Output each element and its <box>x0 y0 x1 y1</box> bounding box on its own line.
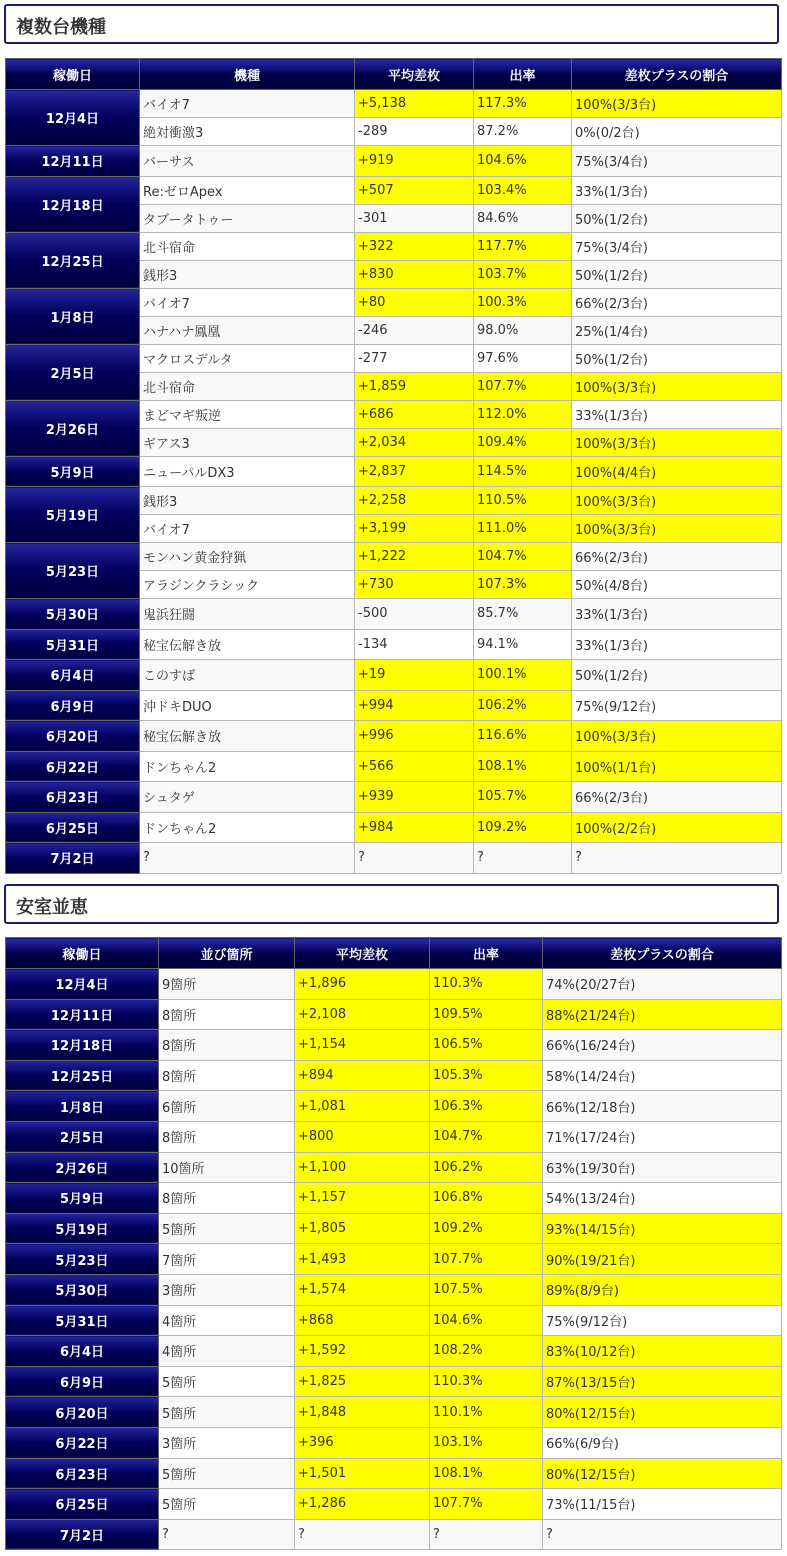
avg-diff-cell: +2,034 <box>355 428 474 456</box>
table-row <box>6 629 782 660</box>
plus-ratio-cell: 80%(12/15台) <box>543 1458 782 1489</box>
date-cell: 12月11日 <box>6 146 140 177</box>
avg-diff-cell: +730 <box>355 571 474 599</box>
payout-rate-cell: 109.2% <box>430 1213 543 1244</box>
payout-rate-cell: 109.2% <box>474 812 572 843</box>
payout-rate-cell: 104.7% <box>474 543 572 571</box>
avg-diff-cell: +686 <box>355 400 474 428</box>
model-cell: アラジンクラシック <box>140 571 355 599</box>
payout-rate-cell: 117.3% <box>474 90 572 118</box>
payout-rate-cell: 97.6% <box>474 344 572 372</box>
spots-cell: 5箇所 <box>159 1366 295 1397</box>
plus-ratio-cell: 100%(4/4台) <box>572 456 782 487</box>
avg-diff-cell: -277 <box>355 344 474 372</box>
header-avg-diff: 平均差枚 <box>295 938 430 969</box>
header-date: 稼働日 <box>6 938 159 969</box>
date-cell: 6月9日 <box>6 690 140 721</box>
plus-ratio-cell: 75%(3/4台) <box>572 146 782 177</box>
model-cell: 秘宝伝解き放 <box>140 629 355 660</box>
plus-ratio-cell: 75%(9/12台) <box>543 1305 782 1336</box>
date-cell: 5月9日 <box>6 1183 159 1214</box>
payout-rate-cell: 104.7% <box>430 1121 543 1152</box>
avg-diff-cell: +1,222 <box>355 543 474 571</box>
date-cell: 6月20日 <box>6 1397 159 1428</box>
plus-ratio-cell: ? <box>543 1519 782 1550</box>
plus-ratio-cell: 75%(3/4台) <box>572 232 782 260</box>
spots-cell: 4箇所 <box>159 1336 295 1367</box>
spots-cell: 5箇所 <box>159 1489 295 1520</box>
avg-diff-cell: +1,501 <box>295 1458 430 1489</box>
header-plus-ratio: 差枚プラスの割合 <box>572 59 782 90</box>
avg-diff-cell: +2,108 <box>295 999 430 1030</box>
spots-cell: 3箇所 <box>159 1274 295 1305</box>
date-cell: 2月5日 <box>6 344 140 400</box>
payout-rate-cell: 108.1% <box>474 751 572 782</box>
spots-cell: 8箇所 <box>159 999 295 1030</box>
plus-ratio-cell: 75%(9/12台) <box>572 690 782 721</box>
table-row <box>6 1121 782 1152</box>
avg-diff-cell: +919 <box>355 146 474 177</box>
table-row <box>6 1060 782 1091</box>
model-cell: 北斗宿命 <box>140 372 355 400</box>
plus-ratio-cell: 58%(14/24台) <box>543 1060 782 1091</box>
table-row <box>6 487 782 515</box>
plus-ratio-cell: 33%(1/3台) <box>572 176 782 204</box>
spots-cell: 4箇所 <box>159 1305 295 1336</box>
table-header-row <box>6 938 782 969</box>
header-date: 稼働日 <box>6 59 140 90</box>
avg-diff-cell: +2,258 <box>355 487 474 515</box>
plus-ratio-cell: 50%(1/2台) <box>572 660 782 691</box>
table-header-row <box>6 59 782 90</box>
avg-diff-cell: +1,154 <box>295 1030 430 1061</box>
date-cell: 2月26日 <box>6 400 140 456</box>
date-cell: 5月30日 <box>6 599 140 630</box>
plus-ratio-cell: 63%(19/30台) <box>543 1152 782 1183</box>
avg-diff-cell: +994 <box>355 690 474 721</box>
payout-rate-cell: 105.7% <box>474 782 572 813</box>
plus-ratio-cell: 50%(1/2台) <box>572 260 782 288</box>
payout-rate-cell: 105.3% <box>430 1060 543 1091</box>
model-cell: モンハン黄金狩猟 <box>140 543 355 571</box>
table-row <box>6 721 782 752</box>
date-cell: 5月31日 <box>6 1305 159 1336</box>
avg-diff-cell: -500 <box>355 599 474 630</box>
table-row <box>6 812 782 843</box>
header-model: 機種 <box>140 59 355 90</box>
plus-ratio-cell: 90%(19/21台) <box>543 1244 782 1275</box>
date-cell: 1月8日 <box>6 1091 159 1122</box>
table-row <box>6 690 782 721</box>
model-cell: このすば <box>140 660 355 691</box>
model-cell: 銭形3 <box>140 260 355 288</box>
avg-diff-cell: ? <box>295 1519 430 1550</box>
model-cell: ドンちゃん2 <box>140 751 355 782</box>
table-row <box>6 660 782 691</box>
payout-rate-cell: 103.7% <box>474 260 572 288</box>
payout-rate-cell: 106.2% <box>474 690 572 721</box>
avg-diff-cell: +2,837 <box>355 456 474 487</box>
plus-ratio-cell: 33%(1/3台) <box>572 599 782 630</box>
payout-rate-cell: 108.2% <box>430 1336 543 1367</box>
spots-cell: 7箇所 <box>159 1244 295 1275</box>
payout-rate-cell: 109.5% <box>430 999 543 1030</box>
date-cell: 2月26日 <box>6 1152 159 1183</box>
model-cell: ニューパルDX3 <box>140 456 355 487</box>
date-cell: 7月2日 <box>6 1519 159 1550</box>
table-row <box>6 344 782 372</box>
date-cell: 5月30日 <box>6 1274 159 1305</box>
avg-diff-cell: -301 <box>355 204 474 232</box>
plus-ratio-cell: 93%(14/15台) <box>543 1213 782 1244</box>
date-cell: 5月31日 <box>6 629 140 660</box>
plus-ratio-cell: 0%(0/2台) <box>572 118 782 146</box>
avg-diff-cell: -134 <box>355 629 474 660</box>
date-cell: 5月23日 <box>6 543 140 599</box>
model-cell: タブータトゥー <box>140 204 355 232</box>
date-cell: 12月25日 <box>6 232 140 288</box>
table-row <box>6 599 782 630</box>
avg-diff-cell: -289 <box>355 118 474 146</box>
header-avg-diff: 平均差枚 <box>355 59 474 90</box>
table-row <box>6 969 782 1000</box>
model-cell: ? <box>140 843 355 874</box>
avg-diff-cell: +1,805 <box>295 1213 430 1244</box>
avg-diff-cell: +1,592 <box>295 1336 430 1367</box>
plus-ratio-cell: 50%(4/8台) <box>572 571 782 599</box>
date-cell: 2月5日 <box>6 1121 159 1152</box>
date-cell: 12月18日 <box>6 1030 159 1061</box>
date-cell: 6月25日 <box>6 812 140 843</box>
spots-cell: 8箇所 <box>159 1030 295 1061</box>
avg-diff-cell: +80 <box>355 288 474 316</box>
table-row <box>6 1274 782 1305</box>
date-cell: 5月19日 <box>6 487 140 543</box>
avg-diff-cell: +1,100 <box>295 1152 430 1183</box>
spots-cell: 8箇所 <box>159 1060 295 1091</box>
date-cell: 6月23日 <box>6 1458 159 1489</box>
plus-ratio-cell: 100%(3/3台) <box>572 372 782 400</box>
payout-rate-cell: 103.1% <box>430 1427 543 1458</box>
date-cell: 1月8日 <box>6 288 140 344</box>
payout-rate-cell: 114.5% <box>474 456 572 487</box>
payout-rate-cell: 116.6% <box>474 721 572 752</box>
avg-diff-cell: +984 <box>355 812 474 843</box>
payout-rate-cell: 117.7% <box>474 232 572 260</box>
payout-rate-cell: ? <box>474 843 572 874</box>
avg-diff-cell: +1,493 <box>295 1244 430 1275</box>
payout-rate-cell: 106.2% <box>430 1152 543 1183</box>
plus-ratio-cell: 74%(20/27台) <box>543 969 782 1000</box>
date-cell: 6月4日 <box>6 1336 159 1367</box>
lineup-table <box>5 937 782 1550</box>
date-cell: 12月4日 <box>6 90 140 146</box>
model-cell: 沖ドキDUO <box>140 690 355 721</box>
table-row <box>6 1244 782 1275</box>
payout-rate-cell: 100.1% <box>474 660 572 691</box>
spots-cell: 6箇所 <box>159 1091 295 1122</box>
table-row <box>6 1091 782 1122</box>
model-cell: 北斗宿命 <box>140 232 355 260</box>
avg-diff-cell: +830 <box>355 260 474 288</box>
payout-rate-cell: 106.5% <box>430 1030 543 1061</box>
payout-rate-cell: 107.3% <box>474 571 572 599</box>
payout-rate-cell: 103.4% <box>474 176 572 204</box>
payout-rate-cell: 85.7% <box>474 599 572 630</box>
table-row <box>6 1519 782 1550</box>
plus-ratio-cell: 88%(21/24台) <box>543 999 782 1030</box>
model-cell: バイオ7 <box>140 288 355 316</box>
model-cell: まどマギ叛逆 <box>140 400 355 428</box>
date-cell: 5月23日 <box>6 1244 159 1275</box>
table-row <box>6 1397 782 1428</box>
model-cell: シュタゲ <box>140 782 355 813</box>
spots-cell: ? <box>159 1519 295 1550</box>
section2-title-box <box>4 884 779 924</box>
avg-diff-cell: +19 <box>355 660 474 691</box>
plus-ratio-cell: 100%(3/3台) <box>572 515 782 543</box>
payout-rate-cell: 84.6% <box>474 204 572 232</box>
payout-rate-cell: 107.7% <box>430 1489 543 1520</box>
payout-rate-cell: 106.3% <box>430 1091 543 1122</box>
plus-ratio-cell: 100%(3/3台) <box>572 721 782 752</box>
model-cell: ドンちゃん2 <box>140 812 355 843</box>
payout-rate-cell: 111.0% <box>474 515 572 543</box>
table-row <box>6 176 782 204</box>
avg-diff-cell: +322 <box>355 232 474 260</box>
plus-ratio-cell: 54%(13/24台) <box>543 1183 782 1214</box>
table-row <box>6 400 782 428</box>
date-cell: 6月23日 <box>6 782 140 813</box>
table-row <box>6 1030 782 1061</box>
payout-rate-cell: 106.8% <box>430 1183 543 1214</box>
payout-rate-cell: ? <box>430 1519 543 1550</box>
plus-ratio-cell: 25%(1/4台) <box>572 316 782 344</box>
avg-diff-cell: +566 <box>355 751 474 782</box>
plus-ratio-cell: 100%(3/3台) <box>572 428 782 456</box>
model-cell: 秘宝伝解き放 <box>140 721 355 752</box>
avg-diff-cell: +894 <box>295 1060 430 1091</box>
table-row <box>6 1366 782 1397</box>
avg-diff-cell: +939 <box>355 782 474 813</box>
avg-diff-cell: +800 <box>295 1121 430 1152</box>
table-row <box>6 1183 782 1214</box>
payout-rate-cell: 104.6% <box>430 1305 543 1336</box>
plus-ratio-cell: 100%(3/3台) <box>572 487 782 515</box>
model-cell: ギアス3 <box>140 428 355 456</box>
date-cell: 6月25日 <box>6 1489 159 1520</box>
model-cell: バイオ7 <box>140 90 355 118</box>
date-cell: 12月4日 <box>6 969 159 1000</box>
avg-diff-cell: +3,199 <box>355 515 474 543</box>
table-row <box>6 999 782 1030</box>
payout-rate-cell: 112.0% <box>474 400 572 428</box>
plus-ratio-cell: 87%(13/15台) <box>543 1366 782 1397</box>
date-cell: 12月25日 <box>6 1060 159 1091</box>
avg-diff-cell: +507 <box>355 176 474 204</box>
table-row <box>6 1336 782 1367</box>
avg-diff-cell: +1,286 <box>295 1489 430 1520</box>
plus-ratio-cell: 66%(2/3台) <box>572 288 782 316</box>
section2-title: 安室並恵 <box>16 897 88 918</box>
plus-ratio-cell: 80%(12/15台) <box>543 1397 782 1428</box>
table-row <box>6 232 782 260</box>
table-row <box>6 782 782 813</box>
model-cell: 鬼浜狂闘 <box>140 599 355 630</box>
spots-cell: 9箇所 <box>159 969 295 1000</box>
payout-rate-cell: 110.1% <box>430 1397 543 1428</box>
plus-ratio-cell: 66%(2/3台) <box>572 782 782 813</box>
model-cell: バーサス <box>140 146 355 177</box>
date-cell: 6月22日 <box>6 1427 159 1458</box>
avg-diff-cell: ? <box>355 843 474 874</box>
plus-ratio-cell: 73%(11/15台) <box>543 1489 782 1520</box>
avg-diff-cell: -246 <box>355 316 474 344</box>
multi-machine-table <box>5 58 782 874</box>
avg-diff-cell: +1,896 <box>295 969 430 1000</box>
plus-ratio-cell: 100%(3/3台) <box>572 90 782 118</box>
avg-diff-cell: +1,859 <box>355 372 474 400</box>
avg-diff-cell: +396 <box>295 1427 430 1458</box>
date-cell: 12月18日 <box>6 176 140 232</box>
date-cell: 5月19日 <box>6 1213 159 1244</box>
table-row <box>6 751 782 782</box>
plus-ratio-cell: 66%(16/24台) <box>543 1030 782 1061</box>
date-cell: 6月22日 <box>6 751 140 782</box>
table-row <box>6 146 782 177</box>
payout-rate-cell: 110.5% <box>474 487 572 515</box>
table-row <box>6 1458 782 1489</box>
table-row <box>6 288 782 316</box>
plus-ratio-cell: 66%(12/18台) <box>543 1091 782 1122</box>
date-cell: 12月11日 <box>6 999 159 1030</box>
date-cell: 7月2日 <box>6 843 140 874</box>
section1-title: 複数台機種 <box>16 17 106 38</box>
date-cell: 6月4日 <box>6 660 140 691</box>
plus-ratio-cell: 100%(1/1台) <box>572 751 782 782</box>
avg-diff-cell: +1,825 <box>295 1366 430 1397</box>
plus-ratio-cell: 100%(2/2台) <box>572 812 782 843</box>
header-payout-rate: 出率 <box>430 938 543 969</box>
payout-rate-cell: 110.3% <box>430 969 543 1000</box>
avg-diff-cell: +868 <box>295 1305 430 1336</box>
payout-rate-cell: 107.5% <box>430 1274 543 1305</box>
header-plus-ratio: 差枚プラスの割合 <box>543 938 782 969</box>
plus-ratio-cell: 33%(1/3台) <box>572 400 782 428</box>
avg-diff-cell: +1,574 <box>295 1274 430 1305</box>
payout-rate-cell: 100.3% <box>474 288 572 316</box>
header-spots: 並び箇所 <box>159 938 295 969</box>
model-cell: Re:ゼロApex <box>140 176 355 204</box>
plus-ratio-cell: 89%(8/9台) <box>543 1274 782 1305</box>
plus-ratio-cell: 50%(1/2台) <box>572 204 782 232</box>
section1-title-box <box>4 4 779 44</box>
payout-rate-cell: 87.2% <box>474 118 572 146</box>
header-payout-rate: 出率 <box>474 59 572 90</box>
plus-ratio-cell: 66%(6/9台) <box>543 1427 782 1458</box>
model-cell: バイオ7 <box>140 515 355 543</box>
spots-cell: 5箇所 <box>159 1397 295 1428</box>
spots-cell: 3箇所 <box>159 1427 295 1458</box>
spots-cell: 5箇所 <box>159 1213 295 1244</box>
table-row <box>6 1305 782 1336</box>
payout-rate-cell: 98.0% <box>474 316 572 344</box>
payout-rate-cell: 94.1% <box>474 629 572 660</box>
avg-diff-cell: +1,081 <box>295 1091 430 1122</box>
plus-ratio-cell: 66%(2/3台) <box>572 543 782 571</box>
plus-ratio-cell: 50%(1/2台) <box>572 344 782 372</box>
model-cell: 絶対衝激3 <box>140 118 355 146</box>
payout-rate-cell: 108.1% <box>430 1458 543 1489</box>
payout-rate-cell: 109.4% <box>474 428 572 456</box>
avg-diff-cell: +1,157 <box>295 1183 430 1214</box>
plus-ratio-cell: ? <box>572 843 782 874</box>
table-row <box>6 1152 782 1183</box>
table-row <box>6 543 782 571</box>
table-row <box>6 1213 782 1244</box>
date-cell: 6月20日 <box>6 721 140 752</box>
payout-rate-cell: 107.7% <box>430 1244 543 1275</box>
spots-cell: 8箇所 <box>159 1183 295 1214</box>
plus-ratio-cell: 83%(10/12台) <box>543 1336 782 1367</box>
spots-cell: 5箇所 <box>159 1458 295 1489</box>
spots-cell: 10箇所 <box>159 1152 295 1183</box>
avg-diff-cell: +996 <box>355 721 474 752</box>
avg-diff-cell: +5,138 <box>355 90 474 118</box>
model-cell: ハナハナ鳳凰 <box>140 316 355 344</box>
model-cell: 銭形3 <box>140 487 355 515</box>
spots-cell: 8箇所 <box>159 1121 295 1152</box>
plus-ratio-cell: 71%(17/24台) <box>543 1121 782 1152</box>
table-row <box>6 1427 782 1458</box>
table-row <box>6 1489 782 1520</box>
model-cell: マクロスデルタ <box>140 344 355 372</box>
date-cell: 6月9日 <box>6 1366 159 1397</box>
date-cell: 5月9日 <box>6 456 140 487</box>
payout-rate-cell: 110.3% <box>430 1366 543 1397</box>
avg-diff-cell: +1,848 <box>295 1397 430 1428</box>
payout-rate-cell: 104.6% <box>474 146 572 177</box>
payout-rate-cell: 107.7% <box>474 372 572 400</box>
table-row <box>6 456 782 487</box>
table-row <box>6 843 782 874</box>
table-row <box>6 90 782 118</box>
plus-ratio-cell: 33%(1/3台) <box>572 629 782 660</box>
